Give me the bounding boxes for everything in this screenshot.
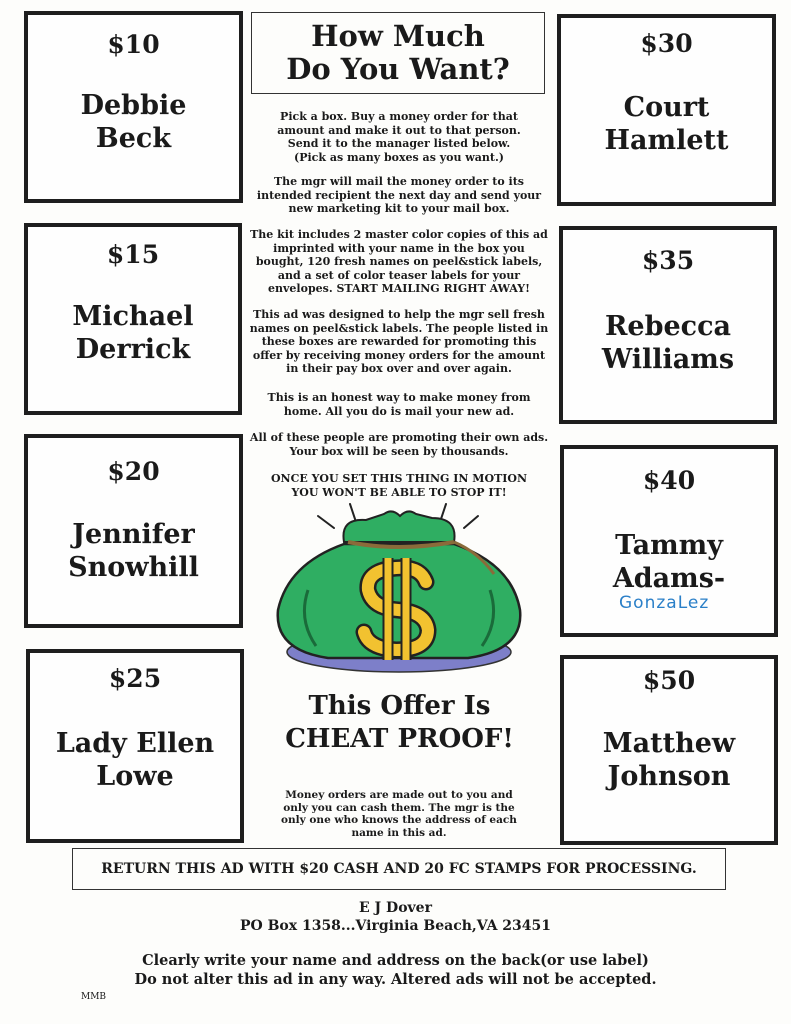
instructions-honest	[248, 391, 550, 418]
box-name	[28, 89, 239, 155]
instructions-pick-box	[248, 110, 550, 164]
text-line: offer by receiving money orders for the amount	[252, 348, 546, 362]
text-line: All of these people are promoting their own ads.	[249, 431, 549, 444]
manager-name: E J Dover	[359, 900, 432, 916]
text-line: home. All you do is mail your new ad.	[283, 404, 515, 418]
pay-box-30	[557, 14, 776, 206]
manager-address	[0, 899, 791, 935]
text-line: This ad was designed to help the mgr sell fresh	[253, 308, 545, 321]
pay-box-10	[24, 11, 243, 203]
text-line: these boxes are rewarded for promoting this	[261, 335, 537, 348]
footer-note: Clearly write your name and address on the back(or use label)	[142, 952, 649, 969]
box-name-line2: Johnson	[607, 761, 731, 792]
text-line: (Pick as many boxes as you want.)	[294, 150, 504, 164]
box-name-line2: Beck	[95, 123, 172, 154]
proof-line1: This Offer Is	[308, 691, 491, 721]
box-name-line1: Court	[623, 92, 710, 123]
text-line: imprinted with your name in the box you	[273, 241, 525, 255]
text-line: intended recipient the next day and send your	[256, 188, 542, 202]
box-amount: $35	[641, 246, 695, 275]
box-name	[561, 91, 772, 157]
money-bag-icon	[268, 500, 530, 675]
instructions-mgr-mail	[248, 175, 550, 216]
box-name-line2: Adams-	[612, 563, 726, 594]
text-line: Pick a box. Buy a money order for that	[280, 110, 518, 123]
code-label: MMB	[81, 992, 107, 1002]
text-line: Money orders are made out to you and	[285, 789, 513, 801]
text-line: YOU WON'T BE ABLE TO STOP IT!	[291, 485, 507, 499]
box-name	[563, 310, 773, 376]
pay-box-25	[26, 649, 244, 843]
box-amount: $20	[107, 457, 160, 486]
footer-note: Do not alter this ad in any way. Altered ads will not be accepted.	[134, 971, 657, 988]
box-name-line2: Williams	[601, 344, 735, 375]
text-line: bought, 120 fresh names on peel&stick labels,	[255, 255, 543, 268]
instructions-kit	[248, 228, 550, 296]
footer-notes	[0, 951, 791, 989]
manager-po-box: PO Box 1358...Virginia Beach,VA 23451	[239, 918, 552, 934]
instructions-designed	[248, 308, 550, 376]
text-line: envelopes. START MAILING RIGHT AWAY!	[268, 282, 530, 295]
box-name-line1: Jennifer	[72, 519, 195, 550]
text-line: only one who knows the address of each	[281, 814, 517, 826]
box-amount: $15	[106, 240, 160, 269]
box-name-line2: Lowe	[96, 761, 174, 792]
text-line: names on peel&stick labels. The people listed in	[249, 321, 549, 335]
cheat-proof-heading	[262, 690, 537, 756]
text-line: only you can cash them. The mgr is the	[283, 801, 515, 814]
text-line: Your box will be seen by thousands.	[289, 444, 509, 458]
box-amount: $30	[640, 29, 693, 58]
text-line: in their pay box over and over again.	[286, 362, 512, 375]
box-name-line2: Hamlett	[604, 125, 729, 156]
title-line1: How Much	[311, 19, 485, 53]
text-line: ONCE YOU SET THIS THING IN MOTION	[270, 472, 528, 485]
text-line: name in this ad.	[351, 826, 447, 839]
box-name-line1: Rebecca	[604, 311, 732, 342]
box-name	[564, 529, 774, 595]
pay-box-20	[24, 434, 243, 628]
text-line: This is an honest way to make money from	[267, 391, 531, 404]
text-line: and a set of color teaser labels for your	[277, 268, 521, 282]
text-line: Send it to the manager listed below.	[287, 137, 511, 150]
box-amount: $40	[642, 466, 696, 495]
instructions-promoting	[248, 431, 550, 458]
text-line: The mgr will mail the money order to its	[273, 175, 524, 188]
box-name-line1: Lady Ellen	[55, 728, 215, 759]
box-name-line2: Derrick	[75, 334, 191, 365]
title-line2: Do You Want?	[286, 52, 510, 86]
box-name-line1: Debbie	[80, 90, 187, 121]
box-name	[564, 727, 774, 793]
box-name-line2: Snowhill	[68, 552, 199, 583]
text-line: new marketing kit to your mail box.	[288, 202, 510, 215]
box-name	[28, 300, 238, 366]
pay-box-35	[559, 226, 777, 424]
pay-box-40	[560, 445, 778, 637]
text-line: amount and make it out to that person.	[277, 123, 521, 137]
instructions-motion	[248, 472, 550, 499]
box-amount: $25	[108, 664, 162, 693]
box-amount: $50	[642, 666, 696, 695]
handwritten-surname: GonzaLez	[619, 593, 710, 613]
box-amount: $10	[107, 30, 160, 59]
box-name-line1: Matthew	[602, 728, 736, 759]
box-name-line1: Michael	[72, 301, 194, 332]
page-title	[251, 12, 545, 94]
pay-box-15	[24, 223, 242, 415]
box-name-line1: Tammy	[615, 530, 723, 561]
text-line: The kit includes 2 master color copies of this ad	[250, 228, 548, 241]
proof-note	[248, 789, 550, 839]
pay-box-50	[560, 655, 778, 845]
proof-line2: CHEAT PROOF!	[285, 724, 514, 754]
return-instructions: RETURN THIS AD WITH $20 CASH AND 20 FC STAMPS FOR PROCESSING.	[72, 848, 726, 890]
box-name	[28, 518, 239, 584]
box-name	[30, 727, 240, 793]
